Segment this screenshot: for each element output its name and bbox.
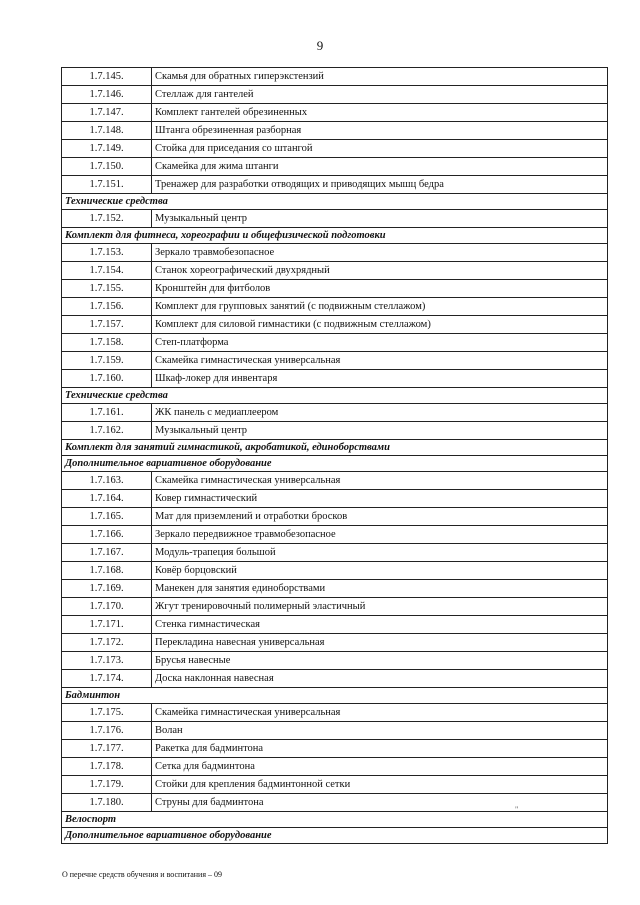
item-name: Скамейка гимнастическая универсальная bbox=[152, 704, 608, 722]
item-number: 1.7.159. bbox=[62, 352, 152, 370]
table-row bbox=[62, 580, 608, 598]
item-name: Модуль-трапеция большой bbox=[152, 544, 608, 562]
item-name: Кронштейн для фитболов bbox=[152, 280, 608, 298]
table-row bbox=[62, 122, 608, 140]
table-row bbox=[62, 422, 608, 440]
item-number: 1.7.169. bbox=[62, 580, 152, 598]
item-name: Брусья навесные bbox=[152, 652, 608, 670]
table-row bbox=[62, 758, 608, 776]
item-name: Скамья для обратных гиперэкстензий bbox=[152, 68, 608, 86]
item-number: 1.7.156. bbox=[62, 298, 152, 316]
table-row bbox=[62, 508, 608, 526]
table-row bbox=[62, 490, 608, 508]
section-title: Дополнительное вариативное оборудование bbox=[62, 456, 608, 472]
table-row bbox=[62, 140, 608, 158]
table-row bbox=[62, 280, 608, 298]
item-name: Сетка для бадминтона bbox=[152, 758, 608, 776]
item-number: 1.7.150. bbox=[62, 158, 152, 176]
item-number: 1.7.178. bbox=[62, 758, 152, 776]
item-number: 1.7.160. bbox=[62, 370, 152, 388]
item-name: Перекладина навесная универсальная bbox=[152, 634, 608, 652]
item-name: Комплект гантелей обрезиненных bbox=[152, 104, 608, 122]
table-row bbox=[62, 740, 608, 758]
table-row bbox=[62, 544, 608, 562]
table-row bbox=[62, 86, 608, 104]
item-number: 1.7.175. bbox=[62, 704, 152, 722]
item-name: Музыкальный центр bbox=[152, 210, 608, 228]
table-row bbox=[62, 616, 608, 634]
item-number: 1.7.155. bbox=[62, 280, 152, 298]
item-name: Мат для приземлений и отработки бросков bbox=[152, 508, 608, 526]
item-name: Степ-платформа bbox=[152, 334, 608, 352]
item-number: 1.7.148. bbox=[62, 122, 152, 140]
table-row bbox=[62, 404, 608, 422]
item-name: Ковер гимнастический bbox=[152, 490, 608, 508]
section-title: Дополнительное вариативное оборудование bbox=[62, 828, 608, 844]
item-number: 1.7.174. bbox=[62, 670, 152, 688]
table-row bbox=[62, 526, 608, 544]
item-name: Комплект для силовой гимнастики (с подвижным стеллажом) bbox=[152, 316, 608, 334]
table-row bbox=[62, 794, 608, 812]
section-header-row bbox=[62, 194, 608, 210]
item-number: 1.7.152. bbox=[62, 210, 152, 228]
item-number: 1.7.162. bbox=[62, 422, 152, 440]
item-number: 1.7.171. bbox=[62, 616, 152, 634]
item-name: Станок хореографический двухрядный bbox=[152, 262, 608, 280]
section-title: Велоспорт bbox=[62, 812, 608, 828]
item-name: Стенка гимнастическая bbox=[152, 616, 608, 634]
item-number: 1.7.173. bbox=[62, 652, 152, 670]
item-name: Волан bbox=[152, 722, 608, 740]
item-number: 1.7.147. bbox=[62, 104, 152, 122]
table-row bbox=[62, 262, 608, 280]
table-row bbox=[62, 776, 608, 794]
item-name: Скамейка гимнастическая универсальная bbox=[152, 472, 608, 490]
equipment-table bbox=[61, 67, 608, 844]
item-number: 1.7.172. bbox=[62, 634, 152, 652]
section-header-row bbox=[62, 688, 608, 704]
item-number: 1.7.164. bbox=[62, 490, 152, 508]
table-row bbox=[62, 68, 608, 86]
section-header-row bbox=[62, 828, 608, 844]
page-footer: О перечне средств обучения и воспитания – 09 bbox=[62, 870, 222, 879]
table-row bbox=[62, 316, 608, 334]
item-number: 1.7.170. bbox=[62, 598, 152, 616]
item-name: Скамейка гимнастическая универсальная bbox=[152, 352, 608, 370]
item-name: Тренажер для разработки отводящих и приводящих мышц бедра bbox=[152, 176, 608, 194]
item-number: 1.7.161. bbox=[62, 404, 152, 422]
section-header-row bbox=[62, 812, 608, 828]
table-row bbox=[62, 722, 608, 740]
item-name: Скамейка для жима штанги bbox=[152, 158, 608, 176]
item-number: 1.7.166. bbox=[62, 526, 152, 544]
item-name: Доска наклонная навесная bbox=[152, 670, 608, 688]
table-row bbox=[62, 176, 608, 194]
table-row bbox=[62, 670, 608, 688]
item-number: 1.7.176. bbox=[62, 722, 152, 740]
item-name: Ковёр борцовский bbox=[152, 562, 608, 580]
item-name: Ракетка для бадминтона bbox=[152, 740, 608, 758]
table-row bbox=[62, 158, 608, 176]
section-header-row bbox=[62, 456, 608, 472]
section-header-row bbox=[62, 440, 608, 456]
item-name: Шкаф-локер для инвентаря bbox=[152, 370, 608, 388]
item-number: 1.7.157. bbox=[62, 316, 152, 334]
section-title: Бадминтон bbox=[62, 688, 608, 704]
item-name: Манекен для занятия единоборствами bbox=[152, 580, 608, 598]
item-name: Стойки для крепления бадминтонной сетки bbox=[152, 776, 608, 794]
item-name: Жгут тренировочный полимерный эластичный bbox=[152, 598, 608, 616]
table-row bbox=[62, 598, 608, 616]
item-name: ЖК панель с медиаплеером bbox=[152, 404, 608, 422]
table-row bbox=[62, 244, 608, 262]
table-row bbox=[62, 352, 608, 370]
item-number: 1.7.149. bbox=[62, 140, 152, 158]
section-title: Комплект для занятий гимнастикой, акробатикой, единоборствами bbox=[62, 440, 608, 456]
item-number: 1.7.154. bbox=[62, 262, 152, 280]
item-number: 1.7.158. bbox=[62, 334, 152, 352]
table-row bbox=[62, 104, 608, 122]
item-name: Музыкальный центр bbox=[152, 422, 608, 440]
section-header-row bbox=[62, 388, 608, 404]
item-number: 1.7.163. bbox=[62, 472, 152, 490]
item-name: Штанга обрезиненная разборная bbox=[152, 122, 608, 140]
item-number: 1.7.167. bbox=[62, 544, 152, 562]
item-name: Комплект для групповых занятий (с подвижным стеллажом) bbox=[152, 298, 608, 316]
table-row bbox=[62, 370, 608, 388]
section-title: Комплект для фитнеса, хореографии и общефизической подготовки bbox=[62, 228, 608, 244]
page-number: 9 bbox=[316, 38, 324, 53]
item-number: 1.7.146. bbox=[62, 86, 152, 104]
item-name: Зеркало травмобезопасное bbox=[152, 244, 608, 262]
item-name: Зеркало передвижное травмобезопасное bbox=[152, 526, 608, 544]
table-row bbox=[62, 634, 608, 652]
section-title: Технические средства bbox=[62, 194, 608, 210]
item-number: 1.7.145. bbox=[62, 68, 152, 86]
item-number: 1.7.153. bbox=[62, 244, 152, 262]
table-row bbox=[62, 652, 608, 670]
item-name: Стеллаж для гантелей bbox=[152, 86, 608, 104]
table-row bbox=[62, 334, 608, 352]
item-number: 1.7.179. bbox=[62, 776, 152, 794]
item-number: 1.7.165. bbox=[62, 508, 152, 526]
item-number: 1.7.177. bbox=[62, 740, 152, 758]
item-number: 1.7.151. bbox=[62, 176, 152, 194]
section-header-row bbox=[62, 228, 608, 244]
item-number: 1.7.180. bbox=[62, 794, 152, 812]
scan-mark: " bbox=[515, 805, 519, 814]
item-name: Струны для бадминтона bbox=[152, 794, 608, 812]
table-row bbox=[62, 210, 608, 228]
table-row bbox=[62, 562, 608, 580]
table-row bbox=[62, 298, 608, 316]
section-title: Технические средства bbox=[62, 388, 608, 404]
item-name: Стойка для приседания со штангой bbox=[152, 140, 608, 158]
equipment-table-body bbox=[62, 68, 608, 844]
table-row bbox=[62, 704, 608, 722]
table-row bbox=[62, 472, 608, 490]
item-number: 1.7.168. bbox=[62, 562, 152, 580]
